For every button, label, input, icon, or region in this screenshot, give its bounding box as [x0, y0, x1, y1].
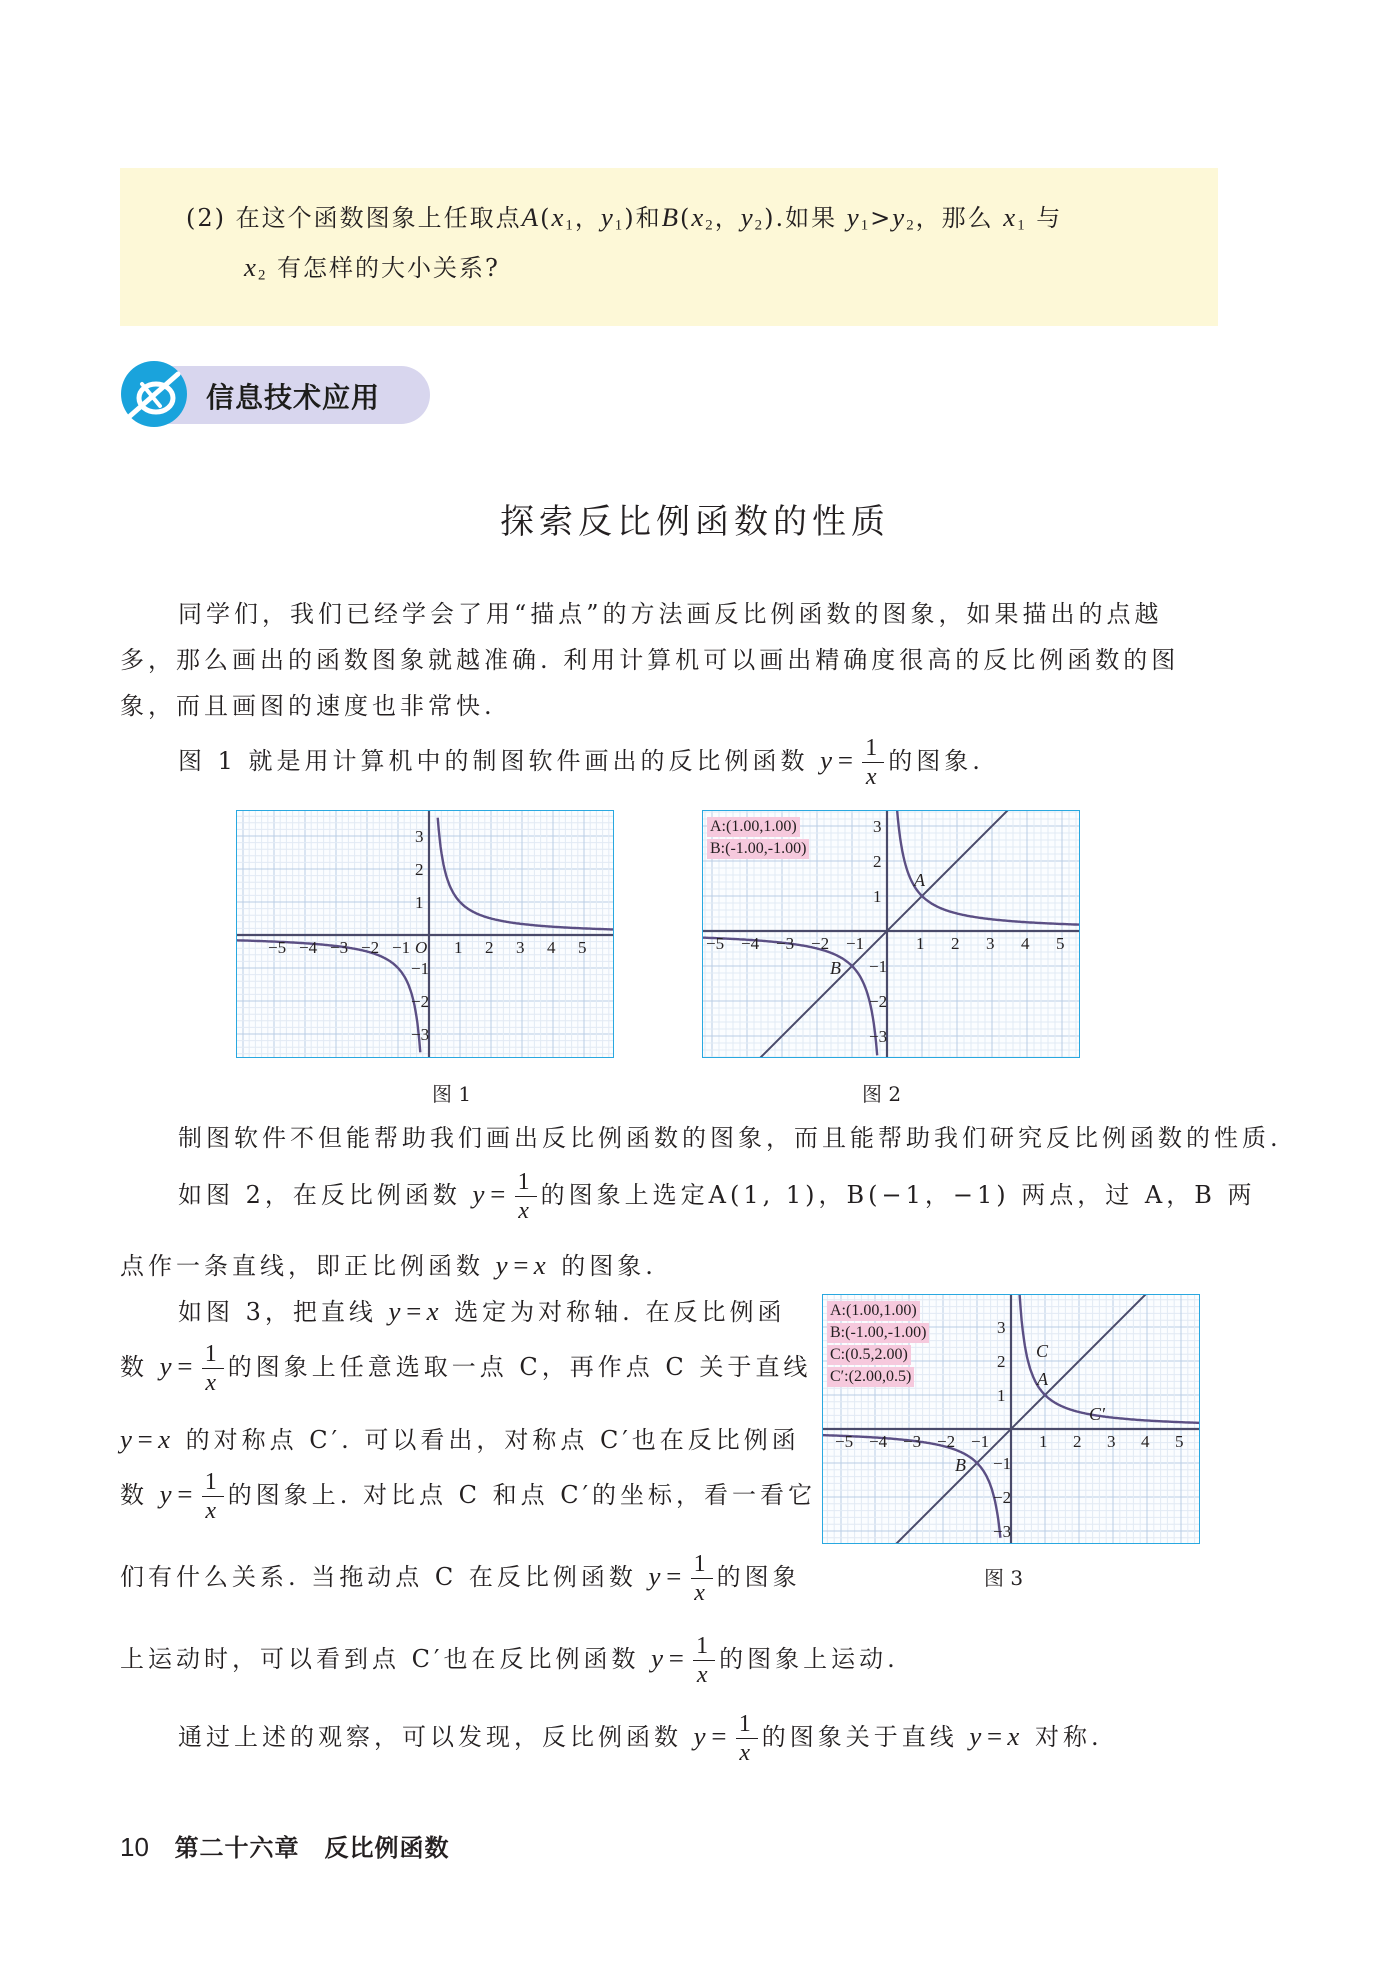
x-tick-label: −2 [361, 938, 380, 957]
figure-3-caption: 图 3 [984, 1566, 1024, 1590]
paragraph-6-line-2: 数 y= $\frac{1}{x}$ 的图象上任意选取一点 C，再作点 C 关于直线 [120, 1341, 812, 1396]
x-tick-label: 3 [986, 934, 995, 953]
point-label: A [1037, 1369, 1048, 1389]
info-tech-icon [120, 360, 188, 428]
point-label: C [1036, 1341, 1049, 1361]
x-tick-label: −4 [741, 934, 760, 953]
page-footer [120, 1828, 450, 1863]
page-number: 10 [120, 1832, 149, 1862]
figure-1-caption: 图 1 [432, 1082, 472, 1106]
y-tick-label: −2 [993, 1488, 1012, 1507]
point-coordinate-tag: B:(-1.00,-1.00) [827, 1323, 929, 1343]
y-tick-label: 3 [415, 827, 424, 846]
y-tick-label: −2 [869, 992, 888, 1011]
x-tick-label: −3 [903, 1432, 922, 1451]
x-tick-label: 4 [1141, 1432, 1150, 1451]
x-tick-label: −2 [937, 1432, 956, 1451]
x-tick-label: 5 [1056, 934, 1065, 953]
y-tick-label: −3 [993, 1522, 1012, 1541]
x-tick-label: 1 [916, 934, 925, 953]
question-line-2: $x_2$ 有怎样的大小关系? [244, 252, 500, 284]
x-tick-label: 4 [1021, 934, 1030, 953]
x-tick-label: −3 [776, 934, 795, 953]
x-tick-label: 1 [1039, 1432, 1048, 1451]
paragraph-6-line-5: 们有什么关系. 当拖动点 C 在反比例函数 y= $\frac{1}{x}$ 的图象 [120, 1551, 801, 1606]
figure-2-caption: 图 2 [862, 1082, 902, 1106]
question-box [120, 168, 1218, 326]
y-tick-label: 2 [873, 852, 882, 871]
x-tick-label: −1 [846, 934, 865, 953]
x-tick-label: −1 [971, 1432, 990, 1451]
y-tick-label: −2 [411, 992, 430, 1011]
x-tick-label: 2 [951, 934, 960, 953]
x-tick-label: 3 [516, 938, 525, 957]
paragraph-8: 通过上述的观察，可以发现，反比例函数 y= $\frac{1}{x}$ 的图象关于直线 y=x 对称. [178, 1711, 1103, 1766]
question-line-1: (2) 在这个函数图象上任取点$A(x_1$，$y_1$)和$B(x_2$，$y_2$).如果 $y_1>y_2$，那么 $x_1$ 与 [186, 202, 1063, 234]
x-tick-label: −2 [811, 934, 830, 953]
y-tick-label: 1 [997, 1386, 1006, 1405]
y-tick-label: 1 [873, 887, 882, 906]
x-tick-label: −5 [835, 1432, 854, 1451]
point-coordinate-tag: A:(1.00,1.00) [707, 817, 800, 837]
x-tick-label: 4 [547, 938, 556, 957]
paragraph-2: 图 1 就是用计算机中的制图软件画出的反比例函数 y= $\frac{1}{x}$ 的图象. [178, 735, 984, 790]
paragraph-1-line-3: 象，而且画图的速度也非常快. [120, 692, 496, 720]
graph-svg [237, 811, 613, 1057]
section-banner [120, 360, 430, 428]
section-title: 探索反比例函数的性质 [500, 502, 890, 542]
point-coordinate-tag: A:(1.00,1.00) [827, 1301, 920, 1321]
y-tick-label: 3 [997, 1318, 1006, 1337]
paragraph-6-line-3: y=x 的对称点 C′. 可以看出，对称点 C′也在反比例函 [120, 1424, 800, 1454]
y-tick-label: −3 [411, 1025, 430, 1044]
x-tick-label: −5 [706, 934, 725, 953]
paragraph-1-line-2: 多，那么画出的函数图象就越准确. 利用计算机可以画出精确度很高的反比例函数的图 [120, 646, 1180, 674]
hyperbola-branch-positive [438, 818, 613, 930]
y-tick-label: 1 [415, 893, 424, 912]
x-tick-label: −4 [869, 1432, 888, 1451]
figure-1-graph [236, 810, 614, 1058]
x-tick-label: 3 [1107, 1432, 1116, 1451]
point-label: C′ [1089, 1404, 1105, 1424]
paragraph-3: 制图软件不但能帮助我们画出反比例函数的图象，而且能帮助我们研究反比例函数的性质. [178, 1124, 1282, 1152]
figure-3-graph [822, 1294, 1200, 1544]
x-tick-label: −4 [299, 938, 318, 957]
point-label: B [830, 958, 841, 978]
x-tick-label: −5 [268, 938, 287, 957]
y-tick-label: 2 [415, 860, 424, 879]
point-coordinate-tag: B:(-1.00,-1.00) [707, 839, 809, 859]
x-tick-label: 5 [1175, 1432, 1184, 1451]
x-tick-label: −3 [330, 938, 349, 957]
x-tick-label: 2 [1073, 1432, 1082, 1451]
fraction-1-over-x: $\frac{1}{x}$ [862, 736, 884, 789]
y-tick-label: −3 [869, 1027, 888, 1046]
y-tick-label: −1 [993, 1454, 1012, 1473]
hyperbola-branch-negative [703, 936, 877, 1055]
banner-label: 信息技术应用 [206, 381, 381, 414]
point-coordinate-tag: C:(0.5,2.00) [827, 1345, 911, 1365]
x-tick-label: 2 [485, 938, 494, 957]
origin-label: O [415, 938, 428, 957]
point-label: A [914, 870, 925, 890]
paragraph-6-line-4: 数 y= $\frac{1}{x}$ 的图象上. 对比点 C 和点 C′的坐标，看一看它 [120, 1469, 817, 1524]
paragraph-1-line-1: 同学们，我们已经学会了用“描点”的方法画反比例函数的图象，如果描出的点越 [178, 600, 1163, 628]
y-tick-label: 3 [873, 817, 882, 836]
figure-2-graph [702, 810, 1080, 1058]
y-tick-label: −1 [869, 957, 888, 976]
x-tick-label: 1 [454, 938, 463, 957]
x-tick-label: 5 [578, 938, 587, 957]
x-tick-label: −1 [392, 938, 411, 957]
y-tick-label: 2 [997, 1352, 1006, 1371]
point-label: B [955, 1455, 966, 1475]
paragraph-5: 点作一条直线，即正比例函数 y=x 的图象. [120, 1250, 657, 1280]
chapter-title: 第二十六章 反比例函数 [174, 1834, 450, 1862]
paragraph-4: 如图 2，在反比例函数 y= $\frac{1}{x}$ 的图象上选定A(1, 1)，B(−1，−1) 两点，过 A，B 两 [178, 1169, 1256, 1224]
paragraph-7: 上运动时，可以看到点 C′也在反比例函数 y= $\frac{1}{x}$ 的图象上运动. [120, 1633, 899, 1688]
point-coordinate-tag: C′:(2.00,0.5) [827, 1367, 914, 1387]
paragraph-6-line-1: 如图 3，把直线 y=x 选定为对称轴. 在反比例函 [178, 1296, 786, 1326]
y-tick-label: −1 [411, 959, 430, 978]
